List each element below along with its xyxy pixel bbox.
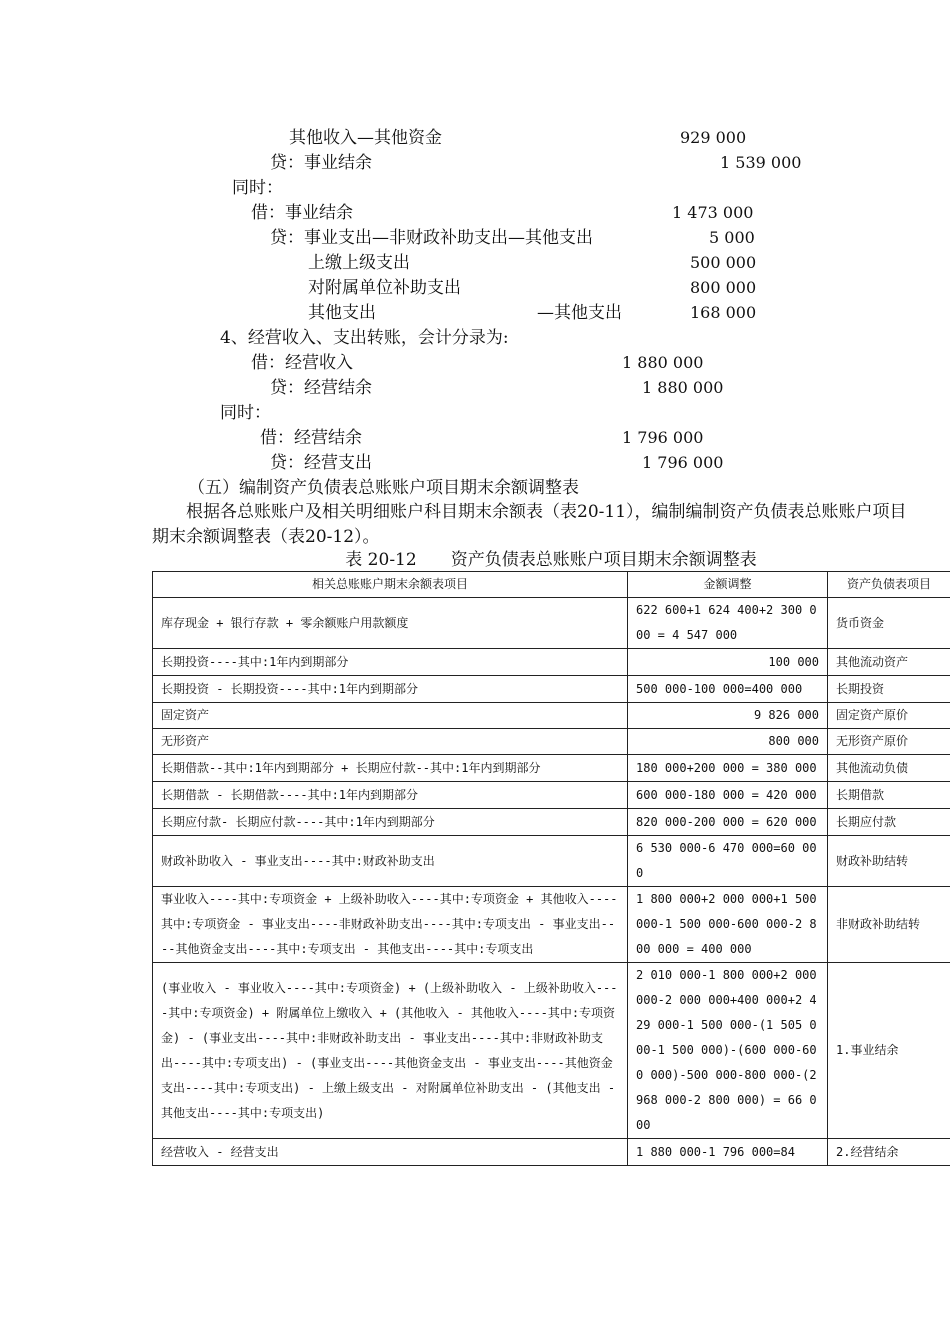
entry-line: 上缴上级支出 xyxy=(308,253,410,273)
entry-amount: 1 473 000 xyxy=(672,203,754,222)
entry-line: 对附属单位补助支出 xyxy=(308,278,461,298)
table-cell-target: 长期应付款 xyxy=(828,809,950,836)
table-cell-target: 其他流动负债 xyxy=(828,755,950,782)
entry-line: —其他支出 xyxy=(537,303,622,323)
table-cell-amount: 100 000 xyxy=(628,649,828,676)
table-cell-target: 1.事业结余 xyxy=(828,963,950,1139)
entry-amount: 500 000 xyxy=(690,253,757,272)
entry-amount: 168 000 xyxy=(690,303,757,322)
section-heading: （五）编制资产负债表总账账户项目期末余额调整表 xyxy=(188,478,579,498)
balance-adjustment-table xyxy=(152,571,950,1166)
entry-line: 同时： xyxy=(232,178,283,198)
entry-line: 贷：经营支出 xyxy=(270,453,372,473)
entry-amount: 1 539 000 xyxy=(720,153,802,172)
table-cell-item: 事业收入----其中:专项资金 + 上级补助收入----其中:专项资金 + 其他收入----其中:专项资金 - 事业支出----非财政补助支出----其中:专项支出 - 事业支出----其他资金支出----其中:专项支出 - 其他支出----其中:专项支出 xyxy=(153,887,628,963)
table-cell-amount: 600 000-180 000 = 420 000 xyxy=(628,782,828,809)
entry-amount: 1 880 000 xyxy=(642,378,724,397)
body-paragraph: 根据各总账账户及相关明细账户科目期末余额表（表20-11），编制编制资产负债表总账账户项目期末余额调整表（表20-12）。 xyxy=(152,502,907,547)
table-cell-target: 无形资产原价 xyxy=(828,729,950,755)
entry-amount: 1 796 000 xyxy=(622,428,704,447)
entry-amount: 800 000 xyxy=(690,278,757,297)
table-cell-amount: 180 000+200 000 = 380 000 xyxy=(628,755,828,782)
entry-line: 贷：事业支出—非财政补助支出—其他支出 xyxy=(270,228,593,248)
table-cell-item: 无形资产 xyxy=(153,729,628,755)
entry-line: 借：经营结余 xyxy=(260,428,362,448)
entry-amount: 1 796 000 xyxy=(642,453,724,472)
table-cell-target: 其他流动资产 xyxy=(828,649,950,676)
table-cell-target: 财政补助结转 xyxy=(828,836,950,887)
table-cell-target: 2.经营结余 xyxy=(828,1139,950,1166)
table-cell-item: 长期投资 - 长期投资----其中:1年内到期部分 xyxy=(153,676,628,703)
entry-line: 借：经营收入 xyxy=(251,353,353,373)
entry-amount: 5 000 xyxy=(709,228,755,247)
table-cell-item: 长期借款 - 长期借款----其中:1年内到期部分 xyxy=(153,782,628,809)
entry-line: 借：事业结余 xyxy=(251,203,353,223)
table-cell-amount: 1 880 000-1 796 000=84 xyxy=(628,1139,828,1166)
table-cell-target: 长期借款 xyxy=(828,782,950,809)
entry-line: 其他收入—其他资金 xyxy=(289,128,442,148)
table-cell-item: 财政补助收入 - 事业支出----其中:财政补助支出 xyxy=(153,836,628,887)
table-cell-item: 长期投资----其中:1年内到期部分 xyxy=(153,649,628,676)
table-cell-amount: 622 600+1 624 400+2 300 000 = 4 547 000 xyxy=(628,598,828,649)
table-cell-target: 固定资产原价 xyxy=(828,703,950,729)
table-cell-amount: 6 530 000-6 470 000=60 000 xyxy=(628,836,828,887)
entry-amount: 929 000 xyxy=(680,128,747,147)
table-cell-amount: 820 000-200 000 = 620 000 xyxy=(628,809,828,836)
table-cell-item: 库存现金 + 银行存款 + 零余额账户用款额度 xyxy=(153,598,628,649)
table-cell-target: 非财政补助结转 xyxy=(828,887,950,963)
column-header: 资产负债表项目 xyxy=(828,572,950,598)
table-caption: 表 20-12 资产负债表总账账户项目期末余额调整表 xyxy=(345,550,757,570)
table-cell-amount: 500 000-100 000=400 000 xyxy=(628,676,828,703)
column-header: 金额调整 xyxy=(628,572,828,598)
table-cell-target: 长期投资 xyxy=(828,676,950,703)
table-cell-target: 货币资金 xyxy=(828,598,950,649)
table-cell-amount: 9 826 000 xyxy=(628,703,828,729)
column-header: 相关总账账户期末余额表项目 xyxy=(153,572,628,598)
table-cell-item: 长期借款--其中:1年内到期部分 + 长期应付款--其中:1年内到期部分 xyxy=(153,755,628,782)
table-cell-item: 长期应付款- 长期应付款----其中:1年内到期部分 xyxy=(153,809,628,836)
table-cell-amount: 800 000 xyxy=(628,729,828,755)
table-cell-amount: 1 800 000+2 000 000+1 500 000-1 500 000-600 000-2 800 000 = 400 000 xyxy=(628,887,828,963)
entry-line: 其他支出 xyxy=(308,303,376,323)
entry-line: 同时： xyxy=(220,403,271,423)
entry-amount: 1 880 000 xyxy=(622,353,704,372)
entry-line: 4、经营收入、支出转账，会计分录为: xyxy=(220,328,509,348)
table-cell-item: 经营收入 - 经营支出 xyxy=(153,1139,628,1166)
entry-line: 贷：经营结余 xyxy=(270,378,372,398)
table-cell-amount: 2 010 000-1 800 000+2 000 000-2 000 000+400 000+2 429 000-1 500 000-(1 505 000-1 500 000)-(600 000-600 000)-500 000-800 000-(2 968 000-2 800 000) = 66 000 xyxy=(628,963,828,1139)
entry-line: 贷：事业结余 xyxy=(270,153,372,173)
table-cell-item: (事业收入 - 事业收入----其中:专项资金) + (上级补助收入 - 上级补助收入----其中:专项资金) + 附属单位上缴收入 + (其他收入 - 其他收入----其中:专项资金) - (事业支出----其中:非财政补助支出 - 事业支出----其中:非财政补助支出----其中:专项支出) - (事业支出----其他资金支出 - 事业支出----其他资金支出----其中:专项支出) - 上缴上级支出 - 对附属单位补助支出 - (其他支出 - 其他支出----其中:专项支出) xyxy=(153,963,628,1139)
table-cell-item: 固定资产 xyxy=(153,703,628,729)
